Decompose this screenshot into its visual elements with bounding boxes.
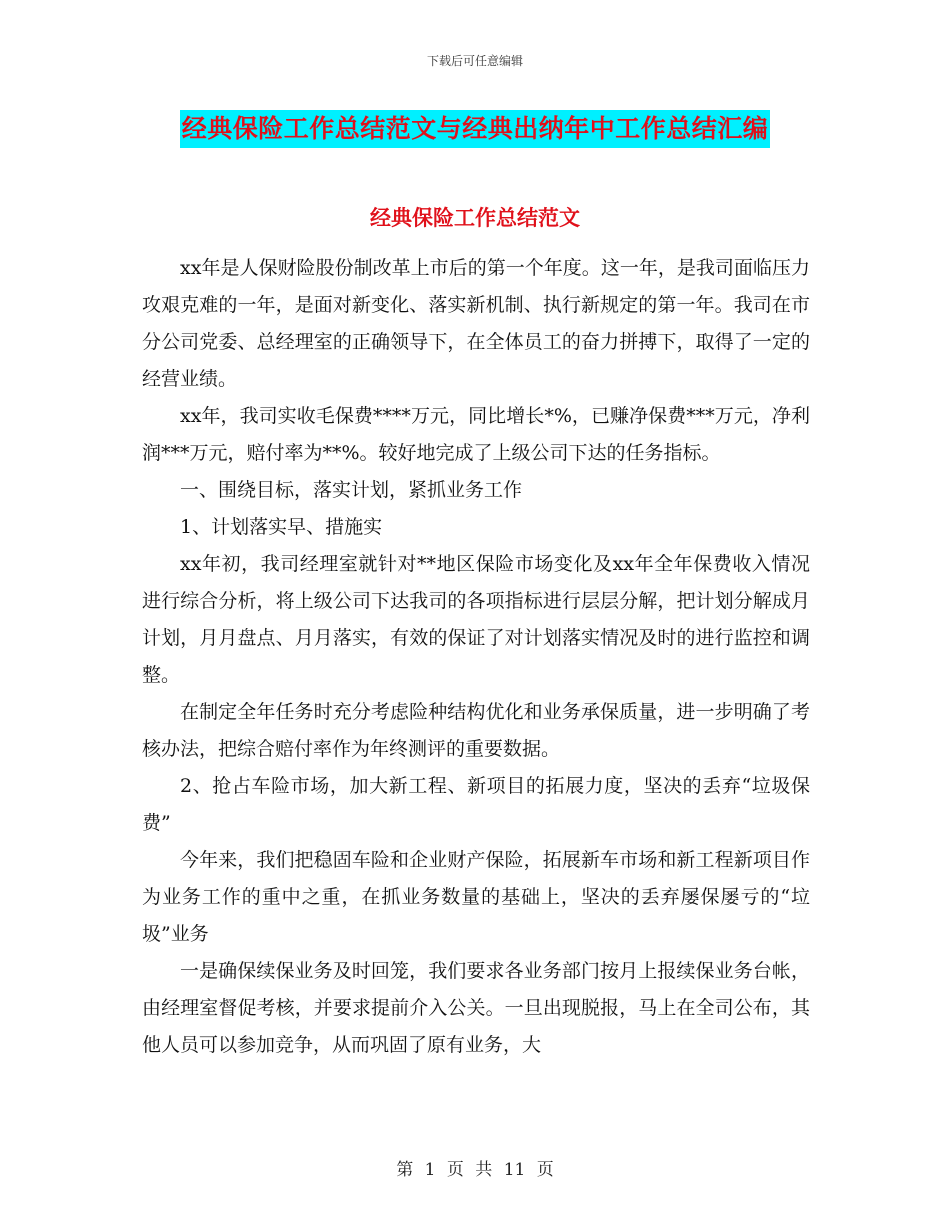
section-heading: 一、围绕目标，落实计划，紧抓业务工作 — [180, 479, 523, 501]
paragraph: 在制定全年任务时充分考虑险种结构优化和业务承保质量，进一步明确了考核办法，把综合赔付率作为年终测评的重要数据。 — [142, 701, 810, 760]
main-title: 经典保险工作总结范文与经典出纳年中工作总结汇编 — [180, 110, 771, 148]
sub-heading: 2、抢占车险市场，加大新工程、新项目的拓展力度，坚决的丢弃“垃圾保费” — [142, 775, 810, 834]
sub-heading: 1、计划落实早、措施实 — [180, 516, 383, 538]
page-header-note: 下载后可任意编辑 — [426, 54, 523, 68]
document-body — [142, 250, 810, 1064]
paragraph: xx年是人保财险股份制改革上市后的第一个年度。这一年，是我司面临压力攻艰克难的一年，是面对新变化、落实新机制、执行新规定的第一年。我司在市分公司党委、总经理室的正确领导下，在全体员工的奋力拼搏下，取得了一定的经营业绩。 — [142, 257, 810, 390]
main-title-container — [0, 110, 950, 148]
paragraph: 今年来，我们把稳固车险和企业财产保险，拓展新车市场和新工程新项目作为业务工作的重中之重，在抓业务数量的基础上，坚决的丢弃屡保屡亏的“垃圾”业务 — [142, 849, 810, 945]
paragraph: xx年初，我司经理室就针对**地区保险市场变化及xx年全年保费收入情况进行综合分析，将上级公司下达我司的各项指标进行层层分解，把计划分解成月计划，月月盘点、月月落实，有效的保证了对计划落实情况及时的进行监控和调整。 — [142, 553, 810, 686]
paragraph: 一是确保续保业务及时回笼，我们要求各业务部门按月上报续保业务台帐，由经理室督促考核，并要求提前介入公关。一旦出现脱报，马上在全司公布，其他人员可以参加竞争，从而巩固了原有业务，大 — [142, 960, 810, 1056]
paragraph: xx年，我司实收毛保费****万元，同比增长*%，已赚净保费***万元，净利润***万元，赔付率为**%。较好地完成了上级公司下达的任务指标。 — [142, 405, 810, 464]
page-number-footer: 第 1 页 共 11 页 — [396, 1160, 554, 1180]
section-title: 经典保险工作总结范文 — [370, 205, 580, 230]
